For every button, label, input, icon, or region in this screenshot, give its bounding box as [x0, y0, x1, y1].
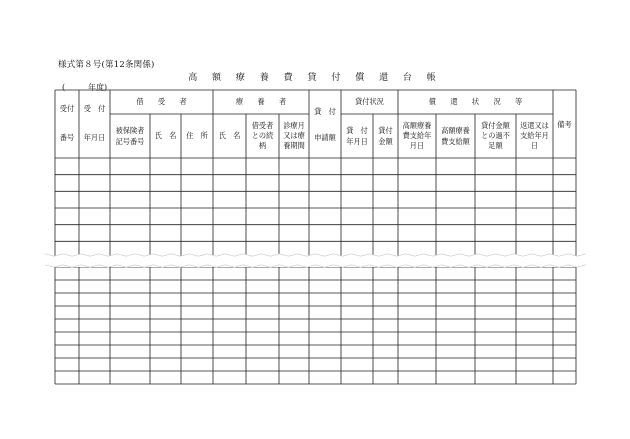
- difference-amount-label: 足額: [488, 141, 503, 150]
- benefit-date-label: 月日: [409, 141, 425, 150]
- remarks-label: 備考: [557, 120, 572, 129]
- receipt-number-label: 番号: [59, 133, 75, 142]
- table-headers: [60, 97, 572, 150]
- relationship-label: 借受者: [251, 121, 274, 130]
- loan-request-label: 申請額: [314, 133, 336, 142]
- treatment-period-label: 養期間: [283, 141, 305, 150]
- benefit-date-label: 費支給年: [402, 131, 432, 140]
- loan-amount-label: 貸付: [378, 126, 393, 135]
- insured-number-label: 記号番号: [115, 137, 145, 146]
- form-number: 様式第８号(第12条関係): [58, 60, 155, 70]
- loan-request-label: 貸 付: [314, 107, 336, 116]
- loan-date-label: 貸 付: [346, 126, 368, 135]
- relationship-label: との続: [251, 131, 274, 140]
- receipt-date-label: 受 付: [83, 104, 106, 113]
- relationship-label: 柄: [258, 141, 267, 150]
- difference-amount-label: 貸付金額: [481, 121, 510, 130]
- refund-date-label: 支給年月: [520, 131, 549, 140]
- borrower-name-label: 氏 名: [154, 131, 177, 140]
- fiscal-year-suffix: 年度): [88, 83, 108, 92]
- benefit-amount-label: 高額療養: [441, 126, 470, 135]
- refund-date-label: 返還又は: [520, 121, 549, 130]
- repayment-group-label: 償 還 状 況 等: [428, 97, 523, 106]
- insured-number-label: 被保険者: [115, 126, 145, 135]
- patient-name-label: 氏 名: [218, 131, 241, 140]
- treatment-period-label: 診療月: [283, 121, 305, 130]
- difference-amount-label: との過不: [481, 131, 510, 140]
- fiscal-year-open: (: [62, 83, 66, 92]
- receipt-date-label: 年月日: [83, 133, 106, 142]
- treatment-period-label: 又は療: [283, 131, 305, 140]
- patient-group-label: 療 養 者: [235, 97, 287, 106]
- loan-status-group-label: 貸付状況: [355, 97, 384, 106]
- benefit-amount-label: 費支給額: [441, 137, 470, 146]
- loan-date-label: 年月日: [346, 137, 368, 146]
- loan-amount-label: 金額: [378, 137, 393, 146]
- page-title: 高 額 療 養 費 貸 付 償 還 台 帳: [188, 73, 442, 83]
- borrower-group-label: 借 受 者: [136, 97, 187, 106]
- borrower-address-label: 住 所: [186, 131, 208, 140]
- receipt-number-label: 受付: [59, 104, 75, 113]
- refund-date-label: 日: [530, 141, 539, 150]
- benefit-date-label: 高額療養: [402, 121, 432, 130]
- page-break-tear: [45, 254, 586, 267]
